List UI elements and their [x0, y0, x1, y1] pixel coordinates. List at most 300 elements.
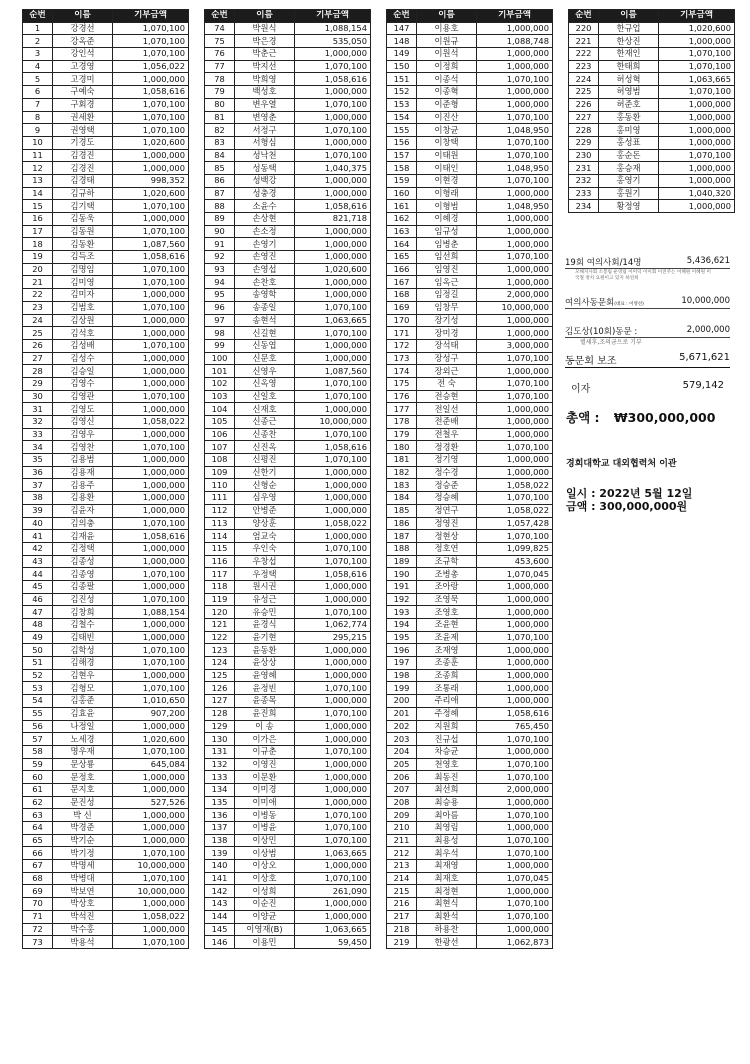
row-number: 155 [387, 124, 417, 137]
row-number: 88 [205, 200, 235, 213]
donor-name: 박보연 [53, 885, 113, 898]
table-row [387, 352, 553, 365]
table-row [23, 98, 189, 111]
row-number: 77 [205, 60, 235, 73]
donor-name: 송현석 [235, 314, 295, 327]
donation-amount: 1,000,000 [295, 771, 371, 784]
donor-name: 이종혁 [417, 86, 477, 99]
donation-amount: 1,000,000 [295, 720, 371, 733]
donation-amount: 1,000,000 [113, 923, 189, 936]
row-number: 1 [23, 22, 53, 35]
donor-name: 김동원 [53, 225, 113, 238]
table-row [23, 923, 189, 936]
donation-amount: 1,070,100 [295, 454, 371, 467]
donation-amount: 1,000,000 [659, 124, 735, 137]
row-number: 102 [205, 377, 235, 390]
row-number: 34 [23, 441, 53, 454]
table-row [205, 377, 371, 390]
row-number: 166 [387, 263, 417, 276]
donor-name: 신영우 [235, 365, 295, 378]
header-no: 순번 [23, 10, 53, 23]
table-row [387, 276, 553, 289]
table-row [205, 745, 371, 758]
row-number: 159 [387, 174, 417, 187]
donation-amount: 1,000,000 [295, 758, 371, 771]
donor-name: 김종영 [53, 568, 113, 581]
donation-amount: 1,000,000 [477, 428, 553, 441]
donation-amount: 1,070,100 [659, 60, 735, 73]
table-row [23, 213, 189, 226]
donation-amount: 1,000,000 [477, 669, 553, 682]
row-number: 214 [387, 872, 417, 885]
row-number: 43 [23, 555, 53, 568]
donor-name: 우창섭 [235, 555, 295, 568]
summary-label: 김도상(10회)동문 : [565, 327, 638, 337]
donor-name: 박병대 [53, 872, 113, 885]
donation-amount: 1,000,000 [477, 416, 553, 429]
donation-amount: 10,000,000 [477, 301, 553, 314]
donation-amount: 1,058,022 [477, 479, 553, 492]
table-row [387, 301, 553, 314]
table-row [205, 796, 371, 809]
donor-name: 신일호 [235, 390, 295, 403]
row-number: 17 [23, 225, 53, 238]
donor-name: 윤종목 [235, 695, 295, 708]
table-row [387, 428, 553, 441]
table-row [205, 251, 371, 264]
table-row [387, 860, 553, 873]
donation-amount: 1,000,000 [477, 263, 553, 276]
donation-amount: 1,070,100 [113, 339, 189, 352]
row-number: 144 [205, 910, 235, 923]
table-row [205, 174, 371, 187]
table-row [387, 745, 553, 758]
donor-name: 최아름 [417, 809, 477, 822]
row-number: 196 [387, 644, 417, 657]
donor-name: 최승용 [417, 796, 477, 809]
row-number: 231 [569, 162, 599, 175]
row-number: 100 [205, 352, 235, 365]
header-name: 이름 [235, 10, 295, 23]
donation-amount: 1,000,000 [295, 504, 371, 517]
donor-name: 장미경 [417, 327, 477, 340]
table-row [23, 352, 189, 365]
table-row [23, 289, 189, 302]
row-number: 170 [387, 314, 417, 327]
row-number: 42 [23, 542, 53, 555]
table-row [205, 22, 371, 35]
table-row [23, 162, 189, 175]
summary-row-kim-dosang [565, 325, 730, 338]
table-row [23, 771, 189, 784]
donation-amount: 1,000,000 [477, 593, 553, 606]
table-row [23, 758, 189, 771]
table-row [23, 542, 189, 555]
table-row [205, 923, 371, 936]
donation-amount: 1,000,000 [113, 162, 189, 175]
table-row [387, 834, 553, 847]
table-row [205, 441, 371, 454]
donor-name: 이상범 [235, 847, 295, 860]
donation-amount: 1,000,000 [113, 352, 189, 365]
donor-name: 이가은 [235, 733, 295, 746]
row-number: 76 [205, 48, 235, 61]
header-name: 이름 [53, 10, 113, 23]
table-row [23, 149, 189, 162]
donation-amount: 1,000,000 [295, 276, 371, 289]
row-number: 134 [205, 783, 235, 796]
donation-amount: 1,000,000 [477, 822, 553, 835]
donation-amount: 1,063,665 [295, 314, 371, 327]
donor-name: 윤경식 [235, 619, 295, 632]
row-number: 150 [387, 60, 417, 73]
donor-name: 이원석 [417, 48, 477, 61]
table-row [569, 136, 735, 149]
row-number: 164 [387, 238, 417, 251]
table-row [205, 403, 371, 416]
summary-row-women-doctors [565, 256, 730, 269]
donation-amount: 1,070,045 [477, 568, 553, 581]
donor-name: 이태인 [417, 162, 477, 175]
donation-amount: 1,000,000 [113, 454, 189, 467]
donation-amount: 1,070,100 [295, 301, 371, 314]
row-number: 5 [23, 73, 53, 86]
table-row [387, 796, 553, 809]
row-number: 116 [205, 555, 235, 568]
donor-name: 최동진 [417, 771, 477, 784]
donation-amount: 1,070,100 [113, 936, 189, 949]
row-number: 227 [569, 111, 599, 124]
donor-name: 서형심 [235, 136, 295, 149]
row-number: 60 [23, 771, 53, 784]
table-row [23, 555, 189, 568]
table-row [23, 187, 189, 200]
donation-amount: 1,058,616 [295, 568, 371, 581]
row-number: 146 [205, 936, 235, 949]
donor-name: 김성배 [53, 339, 113, 352]
table-row [23, 606, 189, 619]
donation-amount: 1,000,000 [295, 580, 371, 593]
row-number: 154 [387, 111, 417, 124]
donor-name: 정승준 [417, 479, 477, 492]
donor-name: 변영춘 [235, 111, 295, 124]
donation-amount: 1,070,100 [477, 758, 553, 771]
row-number: 24 [23, 314, 53, 327]
donation-amount: 1,000,000 [477, 466, 553, 479]
table-row [205, 162, 371, 175]
donor-name: 김경진 [53, 162, 113, 175]
donor-name: 이미경 [235, 783, 295, 796]
donor-name: 이형범 [417, 200, 477, 213]
row-number: 171 [387, 327, 417, 340]
row-number: 193 [387, 606, 417, 619]
donor-name: 조윤현 [417, 619, 477, 632]
row-number: 30 [23, 390, 53, 403]
row-number: 138 [205, 834, 235, 847]
donor-name: 윤동환 [235, 644, 295, 657]
row-number: 160 [387, 187, 417, 200]
table-row [387, 923, 553, 936]
table-row [205, 60, 371, 73]
row-number: 29 [23, 377, 53, 390]
donor-name: 이규춘 [235, 745, 295, 758]
row-number: 121 [205, 619, 235, 632]
donor-name: 김현우 [53, 669, 113, 682]
donor-name: 차승균 [417, 745, 477, 758]
donor-name: 조윤제 [417, 631, 477, 644]
row-number: 216 [387, 898, 417, 911]
table-row [387, 111, 553, 124]
row-number: 25 [23, 327, 53, 340]
donor-name: 이문환 [235, 771, 295, 784]
table-row [23, 619, 189, 632]
table-row [205, 289, 371, 302]
donor-name: 최재호 [417, 872, 477, 885]
row-number: 211 [387, 834, 417, 847]
table-row [205, 619, 371, 632]
donor-name: 홍미영 [599, 124, 659, 137]
donation-amount: 1,058,022 [477, 504, 553, 517]
table-row [23, 174, 189, 187]
donation-amount: 1,000,000 [295, 796, 371, 809]
donor-name: 명우재 [53, 745, 113, 758]
donation-amount: 1,000,000 [659, 200, 735, 213]
row-number: 14 [23, 187, 53, 200]
donor-name: 임옥근 [417, 276, 477, 289]
donation-amount: 1,070,100 [113, 263, 189, 276]
donor-name: 최환석 [417, 910, 477, 923]
donation-amount: 261,090 [295, 885, 371, 898]
donation-amount: 1,070,100 [477, 390, 553, 403]
table-row [205, 136, 371, 149]
donation-amount: 998,352 [113, 174, 189, 187]
donor-name: 임창무 [417, 301, 477, 314]
donor-name: 임영진 [417, 263, 477, 276]
row-number: 131 [205, 745, 235, 758]
table-row [387, 327, 553, 340]
row-number: 44 [23, 568, 53, 581]
row-number: 167 [387, 276, 417, 289]
row-number: 203 [387, 733, 417, 746]
donor-table-1 [22, 9, 189, 949]
donation-amount: 1,000,000 [477, 314, 553, 327]
row-number: 48 [23, 619, 53, 632]
table-row [205, 339, 371, 352]
donation-amount: 1,000,000 [295, 238, 371, 251]
table-row [387, 314, 553, 327]
row-number: 109 [205, 466, 235, 479]
summary-label: 여의사동문회 [565, 298, 615, 308]
donation-amount: 1,088,154 [113, 606, 189, 619]
donor-name: 문정호 [53, 771, 113, 784]
donation-amount: 1,058,616 [113, 251, 189, 264]
donation-amount: 1,070,100 [295, 872, 371, 885]
donor-name: 조병총 [417, 568, 477, 581]
donor-name: 김득조 [53, 251, 113, 264]
donation-amount: 1,000,000 [113, 504, 189, 517]
summary-value: 579,142 [682, 380, 724, 391]
table-row [569, 200, 735, 213]
donation-amount: 1,000,000 [477, 225, 553, 238]
donor-name: 김형모 [53, 682, 113, 695]
table-row [569, 174, 735, 187]
donor-name: 윤상상 [235, 657, 295, 670]
row-number: 162 [387, 213, 417, 226]
donation-amount: 1,070,100 [295, 542, 371, 555]
donation-amount: 1,062,873 [477, 936, 553, 949]
donor-name: 조규학 [417, 555, 477, 568]
donation-amount: 1,063,665 [295, 923, 371, 936]
row-number: 123 [205, 644, 235, 657]
row-number: 147 [387, 22, 417, 35]
row-number: 110 [205, 479, 235, 492]
donation-amount: 1,000,000 [295, 860, 371, 873]
donor-name: 이 송 [235, 720, 295, 733]
donor-name: 김창희 [53, 606, 113, 619]
row-number: 129 [205, 720, 235, 733]
donation-amount: 1,020,600 [295, 263, 371, 276]
table-row [205, 644, 371, 657]
row-number: 115 [205, 542, 235, 555]
table-row [23, 276, 189, 289]
donation-amount: 1,000,000 [659, 98, 735, 111]
donor-name: 홍성표 [599, 136, 659, 149]
donation-amount: 453,600 [477, 555, 553, 568]
table-row [387, 339, 553, 352]
donation-amount: 1,070,100 [477, 136, 553, 149]
table-row [205, 834, 371, 847]
donor-name: 정영진 [417, 517, 477, 530]
table-row [23, 136, 189, 149]
table-row [569, 73, 735, 86]
donation-amount: 1,000,000 [113, 428, 189, 441]
table-row [205, 187, 371, 200]
donation-amount: 1,020,600 [113, 187, 189, 200]
table-row [387, 530, 553, 543]
donor-name: 이상민 [235, 834, 295, 847]
row-number: 173 [387, 352, 417, 365]
row-number: 45 [23, 580, 53, 593]
donation-amount: 1,000,000 [113, 466, 189, 479]
donor-name: 박용석 [53, 936, 113, 949]
donation-amount: 2,000,000 [477, 783, 553, 796]
donation-amount: 1,063,665 [295, 847, 371, 860]
table-row [23, 479, 189, 492]
table-row [387, 783, 553, 796]
donation-amount: 1,070,100 [477, 111, 553, 124]
donation-amount: 1,058,022 [113, 910, 189, 923]
donation-amount: 1,070,100 [295, 555, 371, 568]
donor-name: 심우영 [235, 492, 295, 505]
donation-amount: 1,000,000 [113, 327, 189, 340]
row-number: 15 [23, 200, 53, 213]
row-number: 141 [205, 872, 235, 885]
donation-amount: 1,000,000 [295, 289, 371, 302]
donation-amount: 1,000,000 [113, 479, 189, 492]
donation-amount: 1,070,100 [295, 327, 371, 340]
row-number: 113 [205, 517, 235, 530]
table-row [205, 111, 371, 124]
row-number: 207 [387, 783, 417, 796]
row-number: 19 [23, 251, 53, 264]
header-name: 이름 [599, 10, 659, 23]
donation-amount: 1,000,000 [477, 580, 553, 593]
row-number: 23 [23, 301, 53, 314]
table-row [387, 644, 553, 657]
row-number: 111 [205, 492, 235, 505]
summary-fine-note: 모해지사회 소봉림 운영림 이미덕 이이회 이전주는 이혜원 이혜원 이국철 정치 요원이고 있지 하연희 [575, 270, 711, 281]
table-row [205, 213, 371, 226]
table-row [23, 796, 189, 809]
table-row [205, 707, 371, 720]
table-row [205, 365, 371, 378]
row-number: 191 [387, 580, 417, 593]
table-row [387, 910, 553, 923]
row-number: 96 [205, 301, 235, 314]
donation-amount: 645,084 [113, 758, 189, 771]
table-row [205, 390, 371, 403]
donor-name: 손영섭 [235, 263, 295, 276]
donor-name: 정수경 [417, 466, 477, 479]
table-row [205, 872, 371, 885]
donation-amount: 1,000,000 [113, 834, 189, 847]
summary-label: 이자 [571, 384, 591, 395]
table-row [205, 530, 371, 543]
donor-table-4 [568, 9, 735, 213]
donation-amount: 1,000,000 [295, 910, 371, 923]
row-number: 28 [23, 365, 53, 378]
donation-amount: 1,070,100 [477, 809, 553, 822]
table-row [387, 555, 553, 568]
row-number: 158 [387, 162, 417, 175]
donor-name: 지원희 [417, 720, 477, 733]
table-row [387, 124, 553, 137]
donation-amount: 10,000,000 [113, 885, 189, 898]
table-row [23, 377, 189, 390]
table-row [387, 847, 553, 860]
donor-name: 문지호 [53, 783, 113, 796]
donation-amount: 1,099,825 [477, 542, 553, 555]
row-number: 228 [569, 124, 599, 137]
donor-name: 김영수 [53, 377, 113, 390]
row-number: 93 [205, 263, 235, 276]
donation-amount: 1,020,600 [113, 136, 189, 149]
row-number: 72 [23, 923, 53, 936]
row-number: 67 [23, 860, 53, 873]
row-number: 194 [387, 619, 417, 632]
header-amount: 기부금액 [113, 10, 189, 23]
donation-amount: 527,526 [113, 796, 189, 809]
row-number: 81 [205, 111, 235, 124]
donation-amount: 1,000,000 [477, 657, 553, 670]
table-row [23, 695, 189, 708]
table-row [23, 860, 189, 873]
donation-amount: 1,000,000 [477, 238, 553, 251]
table-row [205, 517, 371, 530]
table-row [387, 365, 553, 378]
donor-name: 윤정빈 [235, 682, 295, 695]
donation-amount: 1,000,000 [295, 733, 371, 746]
donor-name: 이현경 [417, 174, 477, 187]
donor-name: 주리애 [417, 695, 477, 708]
table-row [23, 441, 189, 454]
table-row [205, 301, 371, 314]
donation-amount: 1,000,000 [477, 276, 553, 289]
table-row [205, 822, 371, 835]
donation-amount: 1,070,100 [477, 352, 553, 365]
table-row [387, 568, 553, 581]
donation-amount: 1,070,100 [477, 631, 553, 644]
